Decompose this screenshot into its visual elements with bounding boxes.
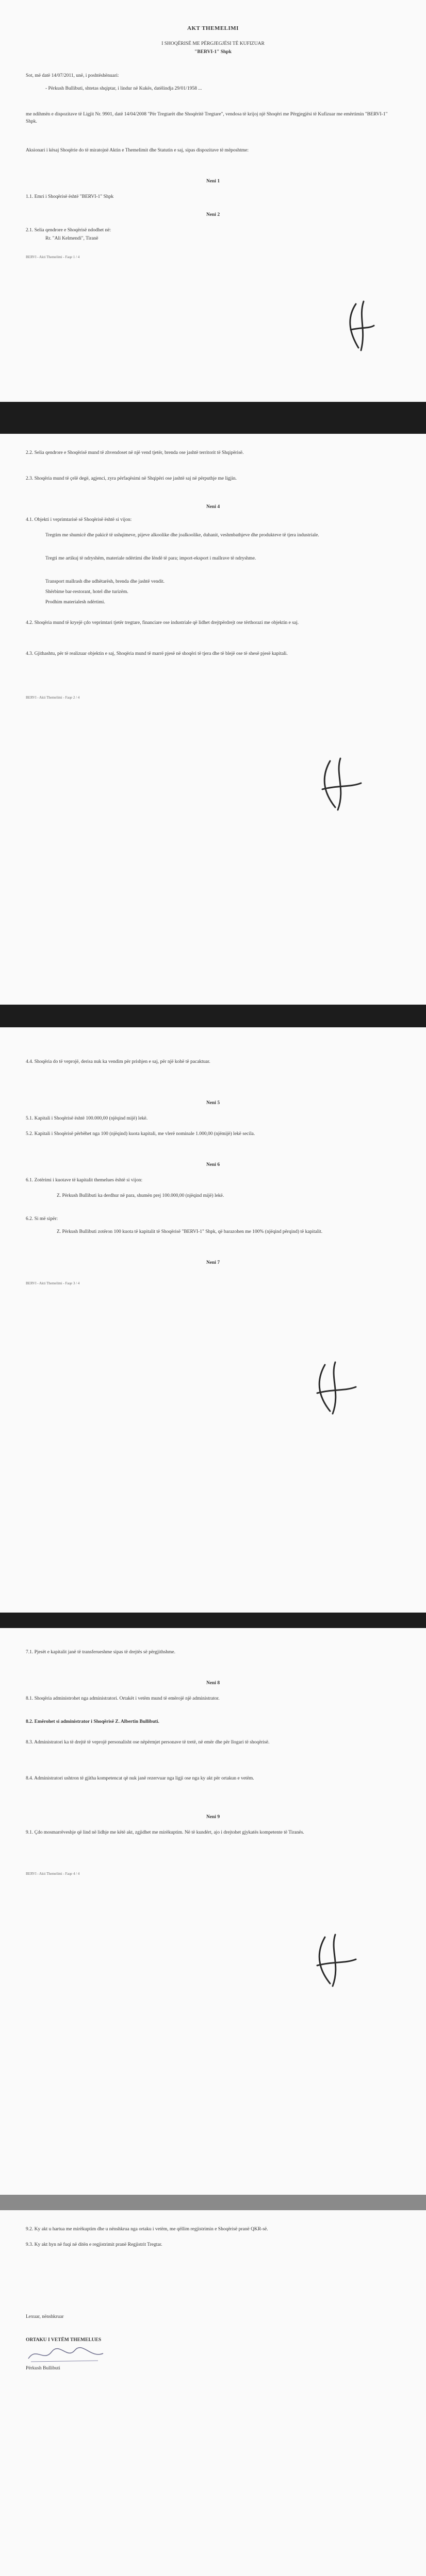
article-clause: Z. Përkush Bullibuti ka derdhur në para, shumën prej 100.000,00 (njëqind mijë) lekë. [57, 1193, 224, 1198]
article-heading: Neni 7 [206, 1260, 220, 1265]
article-clause: 9.3. Ky akt hyn në fuqi në ditën e regjistrimit pranë Regjistrit Tregtar. [26, 2242, 162, 2247]
article-heading: Neni 9 [206, 1815, 220, 1820]
owner-signature [26, 2344, 108, 2365]
signature-mark [309, 753, 371, 815]
article-clause: 5.1. Kapitali i Shoqërisë është 100.000,00 (njëqind mijë) lekë. [26, 1116, 148, 1121]
article-heading: Neni 8 [206, 1681, 220, 1686]
address-line: Rr. "Ali Kelmendi", Tiranë [45, 236, 99, 241]
page-separator [0, 1613, 426, 1628]
intro-paragraph: Sot, më datë 14/07/2011, unë, i poshtëshënuari: [26, 73, 119, 78]
owner-name: Përkush Bullibuti [26, 2366, 60, 2371]
article-clause: 1.1. Emri i Shoqërisë është "BERVI-1" Shpk [26, 194, 114, 199]
page-footer: BERVI - Akti Themelimi - Faqe 4 / 4 [26, 1872, 80, 1876]
article-heading: Neni 4 [206, 504, 220, 510]
article-clause: 4.1. Objekti i veprimtarisë së Shoqërisë është si vijon: [26, 517, 132, 522]
activity-list-item: Transport mallrash dhe udhëtarësh, brenda dhe jashtë vendit. [45, 579, 165, 584]
document-page-2 [0, 434, 426, 1005]
article-clause: 5.2. Kapitali i Shoqërisë përbëhet nga 100 (njëqind) kuota kapitali, me vlerë nominale 1.000,00 (njëmijë) lekë secila. [26, 1131, 255, 1137]
activity-list-item: Tregtim me shumicë dhe pakicë të ushqimeve, pijeve alkoolike dhe joalkoolike, duhanit, veshmbathjeve dhe produkteve të tjera industriale. [45, 533, 319, 538]
article-clause: 8.2. Emërohet si administrator i Shoqërisë Z. Albertin Bullibuti. [26, 1719, 159, 1724]
article-clause: 2.2. Selia qendrore e Shoqërisë mund të zhvendoset në një vend tjetër, brenda ose jashtë territorit të Shqipërisë. [26, 450, 244, 455]
article-clause: 2.1. Selia qendrore e Shoqërisë ndodhet në: [26, 228, 111, 233]
signature-mark [304, 1357, 366, 1419]
article-heading: Neni 5 [206, 1100, 220, 1106]
signature-mark [304, 1929, 366, 1991]
article-clause: 7.1. Pjesët e kapitalit janë të transferueshme sipas të drejtës së përgjithshme. [26, 1650, 176, 1655]
document-page-4 [0, 1628, 426, 2195]
article-clause: 4.4. Shoqëria do të veprojë, derisa nuk ka vendim për prishjen e saj, për një kohë të pacaktuar. [26, 1059, 210, 1064]
article-heading: Neni 1 [206, 179, 220, 184]
article-clause: 8.1. Shoqëria administrohet nga administratori. Ortakët i vetëm mund të emërojë një administrator. [26, 1696, 220, 1701]
signature-mark [340, 299, 382, 355]
company-name: "BERVI-1" Shpk [194, 49, 232, 55]
intro-paragraph: - Përkush Bullibuti, shtetas shqiptar, i lindur në Kukës, datëlindja 29/01/1958 ... [45, 86, 202, 91]
document-page-1 [0, 0, 426, 402]
article-clause: 6.1. Zotërimi i kuotave të kapitalit themelues është si vijon: [26, 1178, 143, 1183]
activity-list-item: Prodhim materialesh ndërtimi. [45, 600, 105, 605]
deed-subtitle: I SHOQËRISË ME PËRGJEGJËSI TË KUFIZUAR [161, 41, 265, 46]
article-clause: 8.3. Administratori ka të drejtë të veprojë personalisht ose nëpërmjet personave të tretë, në emër dhe për llogari të shoqërisë. [26, 1740, 270, 1745]
article-clause: 4.3. Gjithashtu, për të realizuar objektin e saj, Shoqëria mund të marrë pjesë në shoqëri të tjera dhe të blejë ose të shesë pjesë kapitali. [26, 651, 288, 656]
article-clause: 6.2. Si më sipër: [26, 1216, 58, 1222]
article-clause: 9.1. Çdo mosmarrëveshje që lind në lidhje me këtë akt, zgjidhet me mirëkuptim. Në të kundërt, ajo i drejtohet gjykatës kompetente të Tiranës. [26, 1830, 304, 1835]
article-heading: Neni 6 [206, 1162, 220, 1167]
article-clause: 4.2. Shoqëria mund të kryejë çdo veprimtari tjetër tregtare, financiare ose industriale që lidhet drejtpërdrejt ose tërthorazi me objektin e saj. [26, 620, 299, 625]
page-footer: BERVI - Akti Themelimi - Faqe 3 / 4 [26, 1281, 80, 1285]
closing-line: Lexuar, nënshkruar [26, 2314, 64, 2319]
document-page-3 [0, 1027, 426, 1613]
activity-list-item: Tregti me artikuj të ndryshëm, materiale ndërtimi dhe lëndë të para; import-eksport i mallrave të ndryshme. [45, 556, 256, 561]
article-heading: Neni 2 [206, 212, 220, 217]
article-clause: 9.2. Ky akt u hartua me mirëkuptim dhe u nënshkrua nga ortaku i vetëm, me qëllim regjistrimin e Shoqërisë pranë QKR-së. [26, 2227, 268, 2232]
document-page-5 [0, 2210, 426, 2576]
article-clause: Z. Përkush Bullibuti zotëron 100 kuota të kapitalit të Shoqërisë "BERVI-1" Shpk, që barazohen me 100% (njëqind përqind) të kapitalit. [57, 1229, 323, 1234]
owner-heading: ORTAKU I VETËM THEMELUES [26, 2337, 102, 2343]
article-clause: 2.3. Shoqëria mund të çelë degë, agjenci, zyra përfaqësimi në Shqipëri ose jashtë saj në përputhje me ligjin. [26, 476, 237, 481]
intro-paragraph: Aksionari i kësaj Shoqërie do të miratojnë Aktin e Themelimit dhe Statutin e saj, sipas dispozitave të mëposhtme: [26, 148, 249, 153]
page-separator [0, 2195, 426, 2210]
page-separator [0, 1005, 426, 1027]
page-footer: BERVI - Akti Themelimi - Faqe 1 / 4 [26, 255, 80, 259]
activity-list-item: Shërbime bar-restorant, hotel dhe turizëm. [45, 589, 128, 595]
page-footer: BERVI - Akti Themelimi - Faqe 2 / 4 [26, 696, 80, 700]
page-separator [0, 402, 426, 434]
deed-title: AKT THEMELIMI [187, 25, 239, 31]
intro-paragraph: me ndihmën e dispozitave të Ligjit Nr. 9901, datë 14/04/2008 "Për Tregtarët dhe Shoqëritë Tregtare", vendosa të krijoj një Shoqëri me Përgjegjësi të Kufizuar me emërtimin "BERVI-1" Shpk. [26, 112, 388, 124]
article-clause: 8.4. Administratori ushtron të gjitha kompetencat që nuk janë rezervuar nga ligji ose nga ky akt për ortakun e vetëm. [26, 1776, 254, 1781]
